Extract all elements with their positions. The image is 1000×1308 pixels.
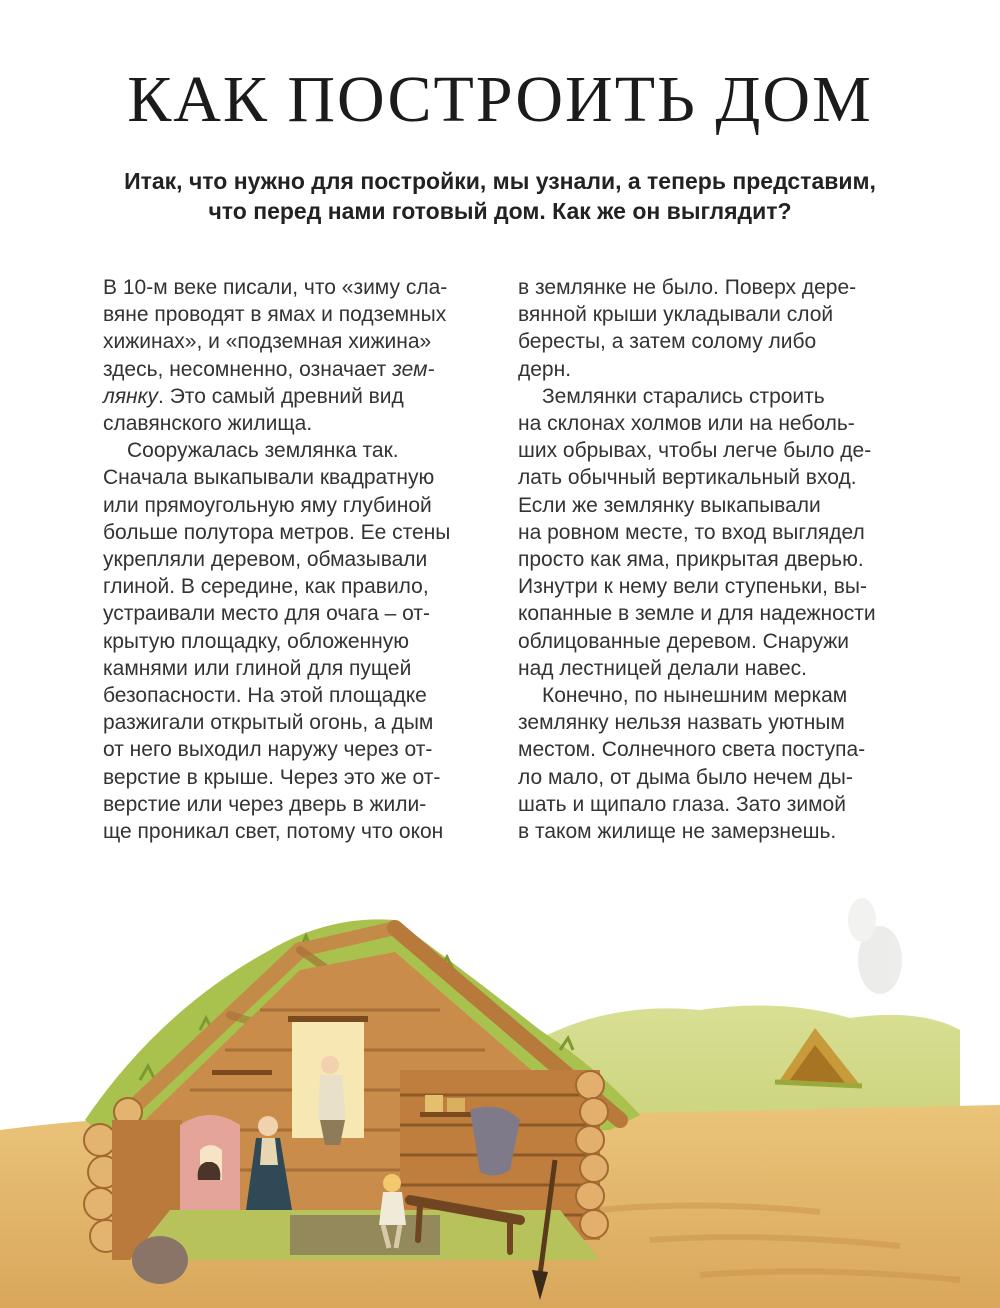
text-line: Изнутри к нему вели ступеньки, вы- [518, 575, 867, 599]
text-line: вянной крыши укладывали слой [518, 303, 834, 327]
text-line: глиной. В середине, как правило, [103, 575, 429, 599]
text-line: лянку. Это самый древний вид [103, 384, 404, 408]
lead-paragraph [60, 166, 940, 226]
text-line: ших обрывах, чтобы легче было де- [518, 439, 872, 463]
text-line: разжигали открытый огонь, а дым [103, 711, 434, 735]
page-title: КАК ПОСТРОИТЬ ДОМ [127, 63, 873, 136]
lead-line: что перед нами готовый дом. Как же он выглядит? [208, 198, 792, 224]
emphasis-text: лянку [103, 384, 159, 408]
text-line: вяне проводят в ямах и подземных [103, 303, 447, 327]
text-line: на ровном месте, то вход выглядел [518, 520, 865, 544]
text-line: безопасности. На этой площадке [103, 684, 427, 708]
text-line: укрепляли деревом, обмазывали [103, 548, 428, 572]
text-line: над лестницей делали навес. [518, 656, 807, 680]
text-line: просто как яма, прикрытая дверью. [518, 548, 864, 572]
text-line: Землянки старались строить [542, 384, 825, 408]
text-line: от него выходил наружу через от- [103, 738, 433, 762]
text-line: Если же землянку выкапывали [518, 493, 821, 517]
text-line: облицованные деревом. Снаружи [518, 629, 850, 653]
text-line: верстие или через дверь в жили- [103, 792, 427, 816]
lead-line: Итак, что нужно для постройки, мы узнали, а теперь представим, [124, 168, 876, 194]
text-line: Сначала выкапывали квадратную [103, 466, 435, 490]
text-line: или прямоугольную яму глубиной [103, 493, 432, 517]
text-line: землянку нельзя назвать уютным [518, 711, 845, 735]
text-line: камнями или глиной для пущей [103, 656, 412, 680]
text-line: в землянке не было. Поверх дере- [518, 276, 857, 299]
text-line: ще проникал свет, потому что окон [103, 820, 444, 844]
text-line: славянского жилища. [103, 412, 313, 436]
door-frame [288, 1016, 368, 1022]
text-line: лать обычный вертикальный вход. [518, 466, 857, 490]
text-column-left [103, 274, 488, 845]
text-line: копанные в земле и для надежности [518, 602, 876, 626]
text-line: Конечно, по нынешним меркам [542, 684, 848, 708]
dugout-house-illustration [0, 880, 1000, 1308]
text-line: здесь, несомненно, означает зем- [103, 357, 435, 381]
text-line: местом. Солнечного света поступа- [518, 738, 866, 762]
text-line: Сооружалась землянка так. [127, 439, 399, 463]
text-line: крытую площадку, обложенную [103, 629, 410, 653]
text-line: хижинах», и «подземная хижина» [103, 330, 432, 354]
text-line: шать и щипало глаза. Зато зимой [518, 792, 846, 816]
text-column-right [518, 274, 903, 845]
text-line: в таком жилище не замерзнешь. [518, 820, 837, 844]
text-line: бересты, а затем солому либо [518, 330, 817, 354]
text-line: дерн. [518, 357, 572, 381]
sack [132, 1236, 188, 1284]
text-line: на склонах холмов или на неболь- [518, 412, 855, 436]
text-line: больше полутора метров. Ее стены [103, 520, 451, 544]
emphasis-text: зем- [392, 357, 435, 381]
text-line: В 10-м веке писали, что «зиму сла- [103, 276, 448, 299]
text-line: верстие в крыше. Через это же от- [103, 765, 441, 789]
text-line: устраивали место для очага – от- [103, 602, 431, 626]
text-line: ло мало, от дыма было нечем ды- [518, 765, 853, 789]
